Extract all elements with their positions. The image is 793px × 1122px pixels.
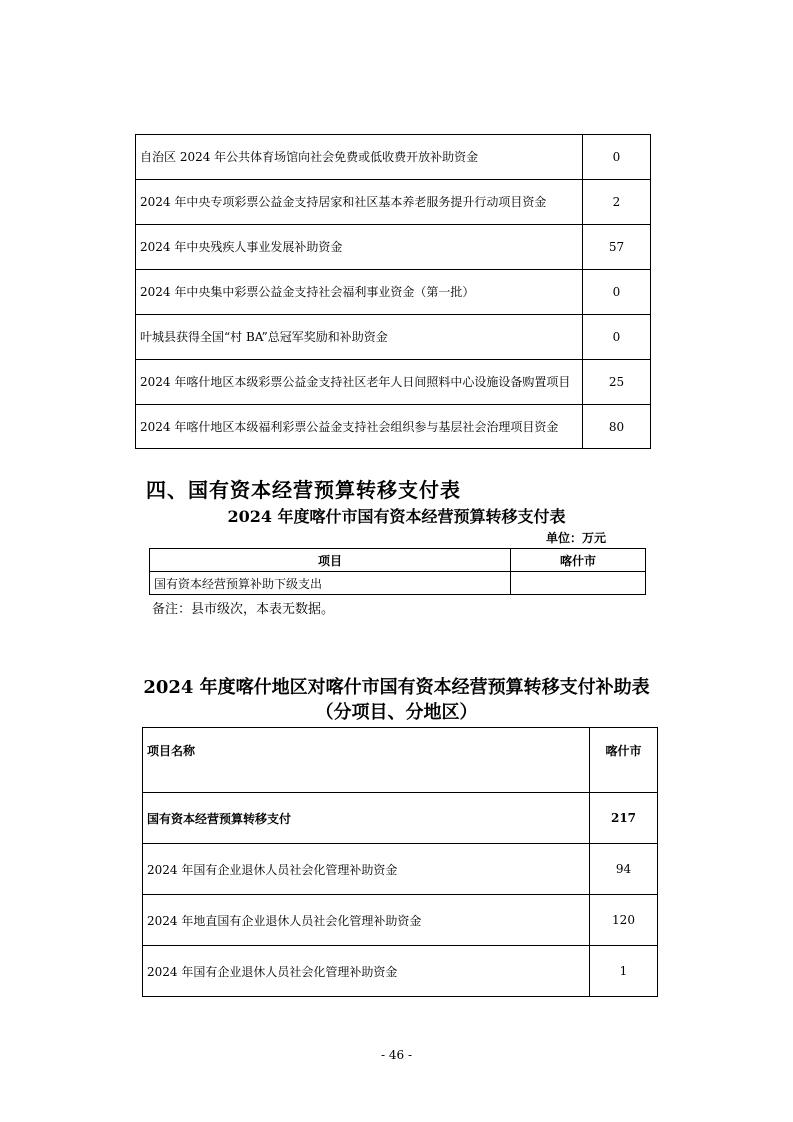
item-name: 2024 年喀什地区本级福利彩票公益金支持社会组织参与基层社会治理项目资金 <box>136 405 583 449</box>
item-value: 80 <box>583 405 651 449</box>
item-value <box>511 572 646 595</box>
column-header-item: 项目名称 <box>143 728 590 793</box>
table-row <box>136 315 651 360</box>
table-row <box>143 946 658 997</box>
item-value: 0 <box>583 135 651 180</box>
item-name: 国有资本经营预算补助下级支出 <box>150 572 511 595</box>
item-name: 2024 年中央集中彩票公益金支持社会福利事业资金（第一批） <box>136 270 583 315</box>
item-value: 217 <box>590 793 658 844</box>
page-number: - 46 - <box>380 1048 412 1062</box>
item-name: 国有资本经营预算转移支付 <box>143 793 590 844</box>
table-row <box>150 572 646 595</box>
item-value: 57 <box>583 225 651 270</box>
table-note: 备注：县市级次，本表无数据。 <box>152 602 335 617</box>
table-row <box>143 844 658 895</box>
item-value: 25 <box>583 360 651 405</box>
column-header-region: 喀什市 <box>590 728 658 793</box>
item-name: 自治区 2024 年公共体育场馆向社会免费或低收费开放补助资金 <box>136 135 583 180</box>
table-title: 2024 年度喀什地区对喀什市国有资本经营预算转移支付补助表 <box>143 677 650 698</box>
item-name: 2024 年地直国有企业退休人员社会化管理补助资金 <box>143 895 590 946</box>
item-value: 1 <box>590 946 658 997</box>
column-header-item: 项目 <box>150 549 511 572</box>
unit-label: 单位：万元 <box>546 531 607 545</box>
table-header-row <box>143 728 658 793</box>
table-row <box>136 360 651 405</box>
table-row <box>143 895 658 946</box>
item-name: 2024 年国有企业退休人员社会化管理补助资金 <box>143 844 590 895</box>
item-name: 叶城县获得全国“村 BA”总冠军奖励和补助资金 <box>136 315 583 360</box>
table-title: 2024 年度喀什市国有资本经营预算转移支付表 <box>227 507 566 526</box>
item-name: 2024 年中央专项彩票公益金支持居家和社区基本养老服务提升行动项目资金 <box>136 180 583 225</box>
table-row <box>143 793 658 844</box>
item-value: 0 <box>583 315 651 360</box>
section-heading: 四、国有资本经营预算转移支付表 <box>146 478 461 502</box>
item-name: 2024 年国有企业退休人员社会化管理补助资金 <box>143 946 590 997</box>
item-value: 2 <box>583 180 651 225</box>
table-row <box>136 135 651 180</box>
table-subtitle: （分项目、分地区） <box>315 702 478 723</box>
table-row <box>136 225 651 270</box>
item-value: 0 <box>583 270 651 315</box>
subsidy-table-continued <box>135 134 651 449</box>
item-value: 120 <box>590 895 658 946</box>
state-capital-transfer-table <box>149 548 646 595</box>
column-header-region: 喀什市 <box>511 549 646 572</box>
item-name: 2024 年中央残疾人事业发展补助资金 <box>136 225 583 270</box>
table-header-row <box>150 549 646 572</box>
table-row <box>136 405 651 449</box>
table-row <box>136 270 651 315</box>
prefecture-subsidy-table <box>142 727 658 997</box>
table-row <box>136 180 651 225</box>
item-name: 2024 年喀什地区本级彩票公益金支持社区老年人日间照料中心设施设备购置项目 <box>136 360 583 405</box>
item-value: 94 <box>590 844 658 895</box>
